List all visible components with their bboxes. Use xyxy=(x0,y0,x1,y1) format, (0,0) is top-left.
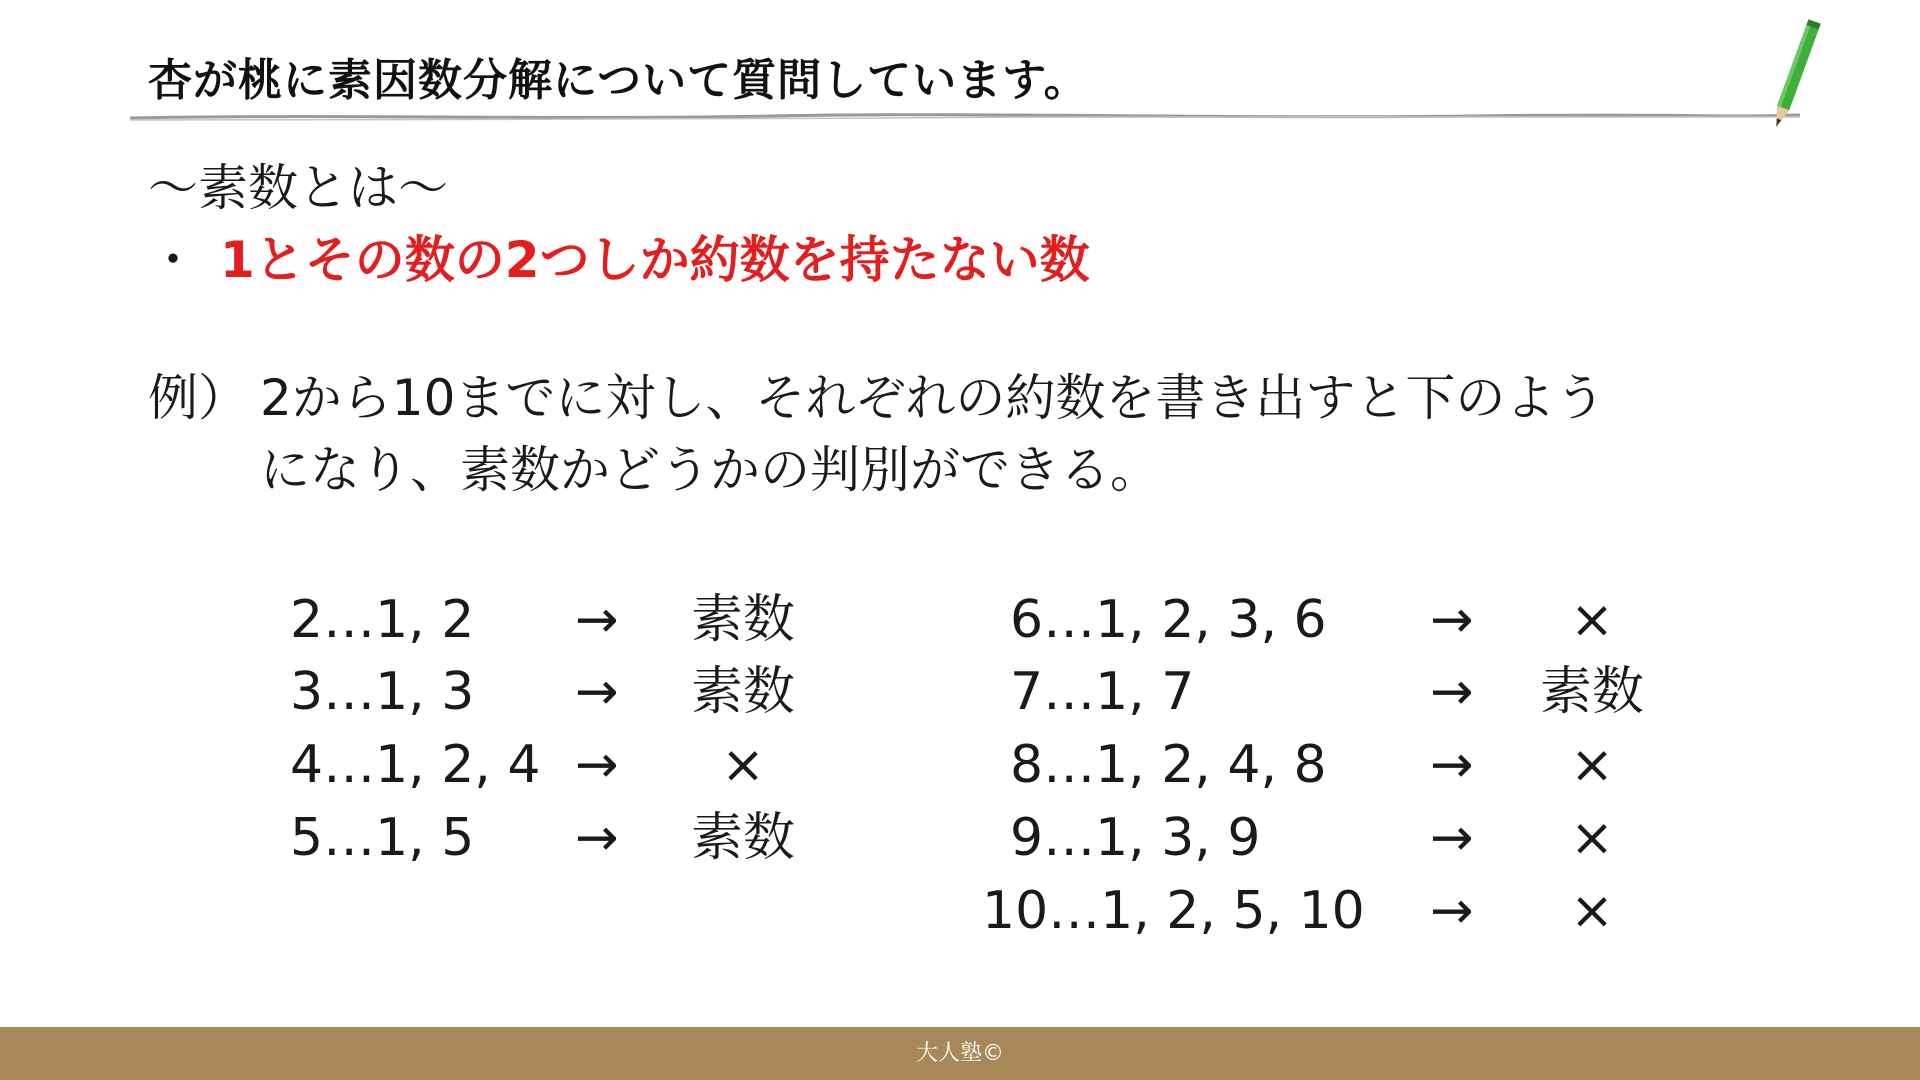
verdict: × xyxy=(1570,881,1614,941)
divisor-expression: 6…1, 2, 3, 6 xyxy=(1010,590,1327,650)
footer-copyright: 大人塾© xyxy=(915,1041,1004,1066)
divisor-expression: 8…1, 2, 4, 8 xyxy=(1010,735,1327,795)
verdict: × xyxy=(1570,808,1614,868)
divisor-expression: 10…1, 2, 5, 10 xyxy=(982,881,1365,941)
arrow: → xyxy=(575,662,619,722)
slide-title: 杏が桃に素因数分解について質問しています。 xyxy=(148,55,1089,106)
divisor-expression: 7…1, 7 xyxy=(1010,662,1195,722)
divisor-expression: 4…1, 2, 4 xyxy=(290,735,541,795)
divisor-expression: 5…1, 5 xyxy=(290,808,475,868)
arrow: → xyxy=(575,590,619,650)
verdict: × xyxy=(721,735,765,795)
verdict: 素数 xyxy=(690,662,795,722)
definition-line xyxy=(148,220,1090,292)
footer-bar xyxy=(0,1027,1920,1080)
prime-definition: 1とその数の2つしか約数を持たない数 xyxy=(220,231,1090,289)
example-label: 例） xyxy=(148,369,248,427)
arrow: → xyxy=(575,735,619,795)
arrow: → xyxy=(1430,590,1474,650)
pencil-icon xyxy=(1760,14,1830,134)
divisor-expression: 9…1, 3, 9 xyxy=(1010,808,1261,868)
verdict: × xyxy=(1570,590,1614,650)
example-line-1: 2から10までに対し、それぞれの約数を書き出すと下のよう xyxy=(260,369,1606,427)
verdict: × xyxy=(1570,735,1614,795)
title-underline xyxy=(130,108,1800,126)
example-line-2: になり、素数かどうかの判別ができる。 xyxy=(260,441,1160,499)
arrow: → xyxy=(575,808,619,868)
divisor-expression: 3…1, 3 xyxy=(290,662,475,722)
arrow: → xyxy=(1430,808,1474,868)
verdict: 素数 xyxy=(1539,662,1644,722)
example-text xyxy=(260,362,1900,506)
arrow: → xyxy=(1430,735,1474,795)
verdict: 素数 xyxy=(690,590,795,650)
arrow: → xyxy=(1430,662,1474,722)
divisor-expression: 2…1, 2 xyxy=(290,590,475,650)
arrow: → xyxy=(1430,881,1474,941)
bullet: ・ xyxy=(148,231,198,289)
prime-heading: ～素数とは～ xyxy=(148,159,448,217)
verdict: 素数 xyxy=(690,808,795,868)
